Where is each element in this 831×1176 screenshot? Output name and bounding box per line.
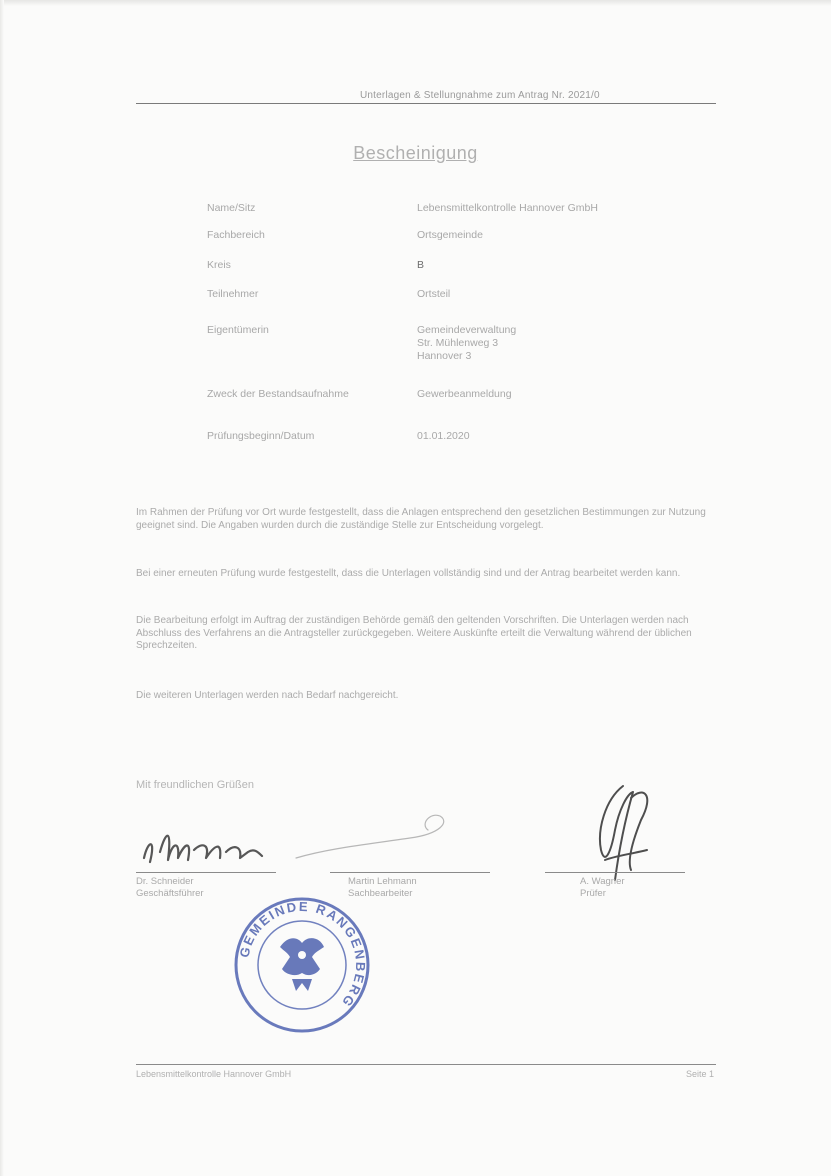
body-paragraph: Die Bearbeitung erfolgt im Auftrag der zuständigen Behörde gemäß den geltenden Vorschriften. Die Unterlagen werden nach Abschluss des Verfahrens an die Antragsteller zurückgegeben. Weitere Auskünfte erteilt die Verwaltung während der üblichen Sprechzeiten.	[136, 615, 692, 652]
signatory-role: Geschäftsführer	[136, 888, 204, 899]
field-value: 01.01.2020	[417, 430, 470, 442]
closing-text: Mit freundlichen Grüßen	[136, 779, 254, 791]
official-seal	[232, 895, 372, 1035]
scan-edge-top	[0, 0, 831, 6]
field-value: Gemeindeverwaltung Str. Mühlenweg 3 Hannover 3	[417, 324, 517, 362]
field-label: Eigentümerin	[207, 324, 269, 336]
body-paragraph: Im Rahmen der Prüfung vor Ort wurde festgestellt, dass die Anlagen entsprechend den gesetzlichen Bestimmungen zur Nutzung geeignet sind. Die Angaben wurden durch die zuständige Stelle zur Entscheidung vorgelegt.	[136, 507, 706, 531]
signatory-role: Sachbearbeiter	[348, 888, 413, 899]
scan-edge-left	[0, 0, 4, 1176]
field-row	[207, 202, 687, 229]
signatory-block	[136, 876, 204, 900]
page-number: Seite 1	[686, 1069, 715, 1079]
signature-1	[136, 822, 276, 872]
field-value: Ortsgemeinde	[417, 229, 483, 241]
field-label: Prüfungsbeginn/Datum	[207, 430, 315, 442]
signatory-name: Dr. Schneider	[136, 876, 194, 887]
field-row	[207, 388, 687, 430]
seal-text: GEMEINDE RANGENBERG	[236, 898, 369, 1011]
field-list	[207, 202, 687, 450]
field-label: Zweck der Bestandsaufnahme	[207, 388, 349, 400]
field-value: Gewerbeanmeldung	[417, 388, 512, 400]
field-label: Teilnehmer	[207, 288, 259, 300]
field-value: B	[417, 259, 425, 271]
signature-2	[290, 808, 460, 868]
field-label: Fachbereich	[207, 229, 265, 241]
field-row	[207, 430, 687, 450]
field-value: Ortsteil	[417, 288, 451, 300]
signature-line	[545, 872, 685, 873]
document-title: Bescheinigung	[353, 143, 478, 163]
field-row	[207, 324, 687, 388]
field-label: Name/Sitz	[207, 202, 256, 214]
field-label: Kreis	[207, 259, 231, 271]
field-row	[207, 259, 687, 288]
signatory-role: Prüfer	[580, 888, 606, 899]
signature-line	[136, 872, 276, 873]
signature-line	[330, 872, 490, 873]
field-row	[207, 288, 687, 324]
field-row	[207, 229, 687, 259]
signatory-name: A. Wagner	[580, 876, 625, 887]
body-paragraph: Die weiteren Unterlagen werden nach Bedarf nachgereicht.	[136, 690, 399, 701]
body-paragraph: Bei einer erneuten Prüfung wurde festgestellt, dass die Unterlagen vollständig sind und der Antrag bearbeitet werden kann.	[136, 568, 681, 579]
signatory-name: Martin Lehmann	[348, 876, 417, 887]
footer-left-text: Lebensmittelkontrolle Hannover GmbH	[136, 1069, 292, 1079]
header-rule	[136, 103, 716, 104]
signatory-block	[580, 876, 625, 900]
header-text: Unterlagen & Stellungnahme zum Antrag Nr. 2021/0	[360, 90, 600, 101]
footer-rule	[136, 1064, 716, 1065]
field-value: Lebensmittelkontrolle Hannover GmbH	[417, 202, 598, 214]
